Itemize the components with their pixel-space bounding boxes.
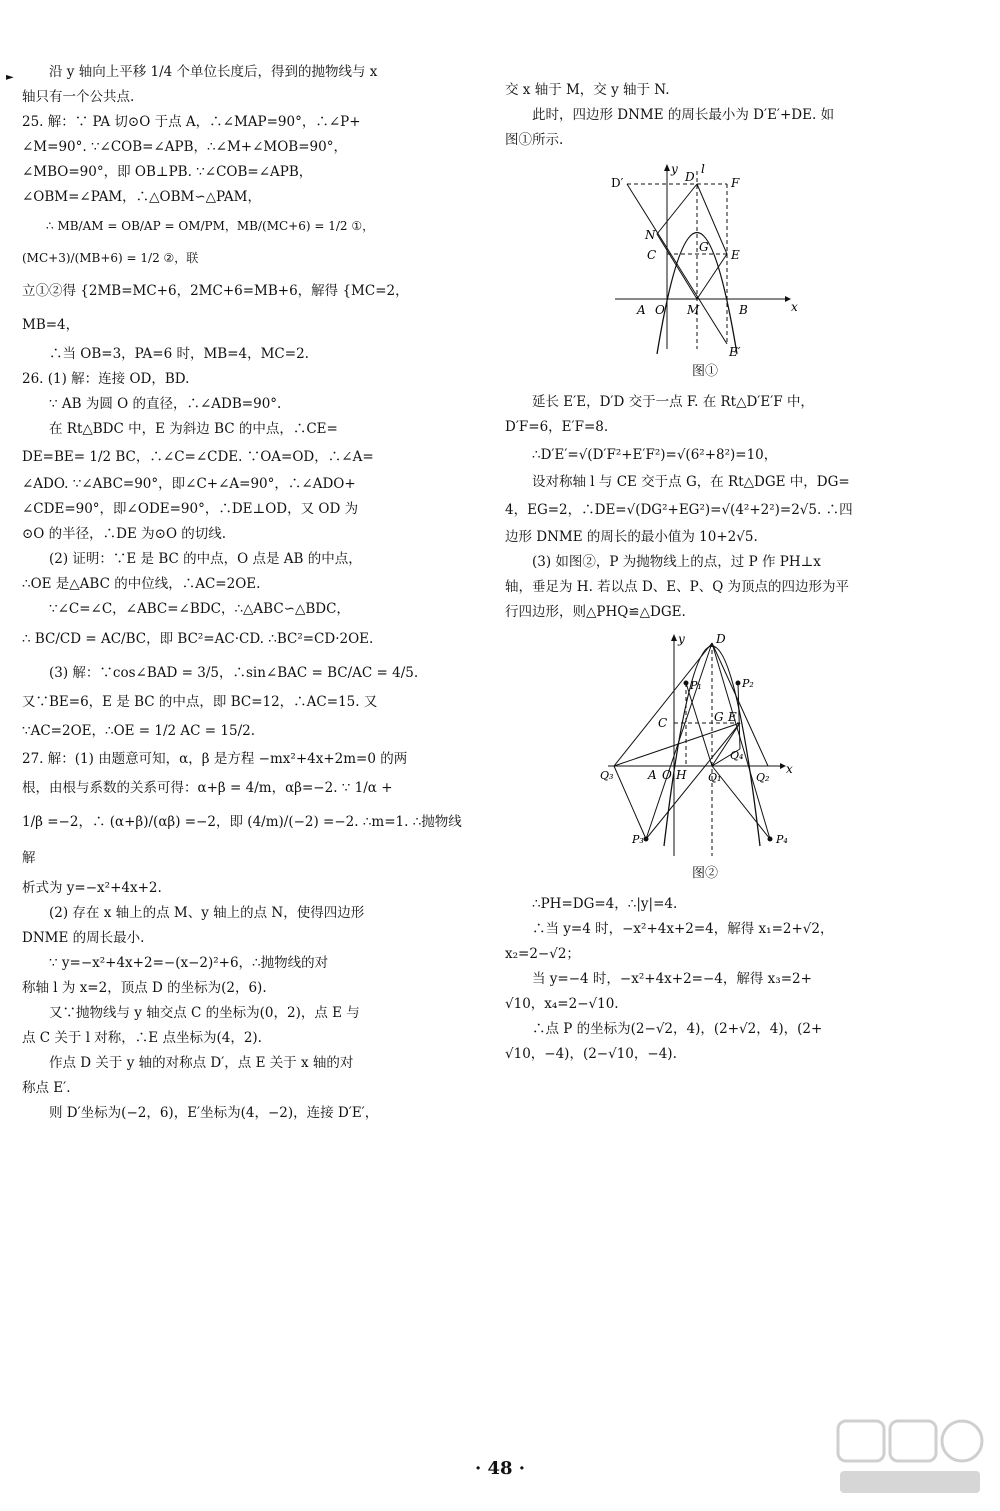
text-line: ∴当 OB=3，PA=6 时，MB=4，MC=2. <box>49 346 309 362</box>
label-g: G <box>699 240 709 254</box>
text-line: 交 x 轴于 M，交 y 轴于 N. <box>505 82 670 98</box>
label-q4: Q₄ <box>730 749 744 762</box>
text-line: 点 C 关于 l 对称，∴E 点坐标为(4，2). <box>22 1030 262 1046</box>
text-line: ∠MBO=90°，即 OB⊥PB. ∵∠COB=∠APB， <box>22 164 313 180</box>
text-line: 图①所示. <box>505 132 564 148</box>
text-line: 1/β =−2，∴ (α+β)/(αβ) =−2，即 (4/m)/(−2) =−2. ∴m=1. ∴抛物线解 <box>22 814 462 866</box>
text-line: 25. 解：∵ PA 切⊙O 于点 A，∴∠MAP=90°，∴∠P+ <box>22 114 361 130</box>
text-line: (3) 解：∵cos∠BAD = 3/5，∴sin∠BAC = BC/AC = 4/5. <box>49 665 419 681</box>
label-y: y <box>671 162 678 176</box>
line-d-q3 <box>614 643 712 766</box>
label-p3: P₃ <box>632 833 644 846</box>
label-x: x <box>791 300 798 314</box>
text-line: ∴点 P 的坐标为(2−√2，4)，(2+√2，4)，(2+ <box>532 1021 823 1037</box>
text-line: D′F=6，E′F=8. <box>505 419 609 435</box>
right-column <box>505 78 905 1067</box>
text-line: ∴D′E′=√(D′F²+E′F²)=√(6²+8²)=10， <box>532 447 778 463</box>
label-a: A <box>637 303 646 317</box>
line-p3-e <box>646 723 740 839</box>
figure-2-caption: 图② <box>691 866 718 881</box>
text-line: 边形 DNME 的周长的最小值为 10+2√5. <box>505 529 758 545</box>
label-q3: Q₃ <box>600 769 614 782</box>
point-p1 <box>684 681 689 686</box>
margin-bullet: ► <box>6 72 14 83</box>
text-line: (3) 如图②，P 为抛物线上的点，过 P 作 PH⊥x <box>532 554 821 570</box>
text-line: ∠OBM=∠PAM，∴△OBM∽△PAM， <box>22 189 261 205</box>
line-d-p4 <box>712 643 770 839</box>
label-o: O <box>655 303 665 317</box>
figure-1-caption: 图① <box>691 364 718 379</box>
label-q1: Q₁ <box>708 771 722 784</box>
label-d: D <box>685 170 695 184</box>
line-d-p3 <box>646 643 712 839</box>
label-b: B <box>739 303 748 317</box>
text-line: 当 y=−4 时，−x²+4x+2=−4，解得 x₃=2+ <box>532 971 812 987</box>
text-line: x₂=2−√2； <box>505 946 580 962</box>
label-o: O <box>662 768 672 782</box>
text-line: 沿 y 轴向上平移 1/4 个单位长度后，得到的抛物线与 x <box>49 64 378 80</box>
point-p3 <box>644 837 649 842</box>
label-e: E <box>731 248 740 262</box>
text-line: ∴ MB/AM = OB/AP = OM/PM，MB/(MC+6) = 1/2 ①，(MC+3)/(MB+6) = 1/2 ②，联 <box>22 219 375 265</box>
text-line: 4，EG=2，∴DE=√(DG²+EG²)=√(4²+2²)=2√5. ∴四 <box>505 502 853 518</box>
text-line: 27. 解：(1) 由题意可知，α，β 是方程 −mx²+4x+2m=0 的两 <box>22 751 408 767</box>
page-number: · 48 · <box>474 1458 526 1479</box>
text-line: 轴，垂足为 H. 若以点 D、E、P、Q 为顶点的四边形为平 <box>505 579 850 595</box>
label-d: D <box>716 632 726 646</box>
text-line: 析式为 y=−x²+4x+2. <box>22 880 162 896</box>
watermark-logo <box>830 1415 990 1500</box>
y-axis-arrow <box>664 164 670 171</box>
text-line: 在 Rt△BDC 中，E 为斜边 BC 的中点，∴CE= <box>49 421 338 437</box>
label-eprime: E′ <box>729 345 741 359</box>
label-l: l <box>701 162 705 176</box>
label-p4: P₄ <box>776 833 788 846</box>
text-line: ∴OE 是△ABC 的中位线，∴AC=2OE. <box>22 576 261 592</box>
figure-1-diagram <box>605 159 805 359</box>
text-line: 行四边形，则△PHQ≌△DGE. <box>505 604 686 620</box>
label-p1: P₁ <box>690 679 702 692</box>
line-e-q3 <box>614 723 740 766</box>
text-line: 称轴 l 为 x=2，顶点 D 的坐标为(2，6). <box>22 980 267 996</box>
point-p2 <box>736 681 741 686</box>
label-m: M <box>687 303 700 317</box>
text-line: 作点 D 关于 y 轴的对称点 D′，点 E 关于 x 轴的对 <box>49 1055 354 1071</box>
text-line: ∠M=90°. ∵∠COB=∠APB，∴∠M+∠MOB=90°， <box>22 139 347 155</box>
text-line: 延长 E′E，D′D 交于一点 F. 在 Rt△D′E′F 中， <box>532 394 814 410</box>
text-line: ∴ BC/CD = AC/BC，即 BC²=AC·CD. ∴BC²=CD·2OE. <box>22 631 374 647</box>
text-line: √10，−4)，(2−√10，−4). <box>505 1046 677 1062</box>
text-line: 根，由根与系数的关系可得：α+β = 4/m，αβ=−2. ∵ 1/α + <box>22 780 393 796</box>
text-line: ∴PH=DG=4，∴|y|=4. <box>532 896 678 912</box>
label-x: x <box>786 762 793 776</box>
text-line: DNME 的周长最小. <box>22 930 145 946</box>
text-line: 此时，四边形 DNME 的周长最小为 D′E′+DE. 如 <box>532 107 835 123</box>
label-g: G <box>714 710 724 724</box>
text-line: ∴当 y=4 时，−x²+4x+2=4，解得 x₁=2+√2， <box>532 921 834 937</box>
text-line: ∵ y=−x²+4x+2=−(x−2)²+6，∴抛物线的对 <box>49 955 329 971</box>
label-q2: Q₂ <box>756 771 770 784</box>
label-c: C <box>658 716 668 730</box>
label-a: A <box>648 768 657 782</box>
label-dprime: D′ <box>611 176 624 190</box>
label-n: N <box>645 228 656 242</box>
text-line: 又∵抛物线与 y 轴交点 C 的坐标为(0，2)，点 E 与 <box>49 1005 360 1021</box>
label-h: H <box>676 768 687 782</box>
text-line: ⊙O 的半径，∴DE 为⊙O 的切线. <box>22 526 227 542</box>
left-column <box>22 60 462 1126</box>
point-p4 <box>768 837 773 842</box>
text-line: ∠ADO. ∵∠ABC=90°，即∠C+∠A=90°，∴∠ADO+ <box>22 476 356 492</box>
label-y: y <box>678 632 685 646</box>
text-line: 26. (1) 解：连接 OD，BD. <box>22 371 190 387</box>
y-axis-arrow <box>671 634 677 641</box>
text-line: ∵∠C=∠C，∠ABC=∠BDC，∴△ABC∽△BDC， <box>49 601 350 617</box>
parabola-curve <box>664 646 760 846</box>
text-line: (2) 证明：∵E 是 BC 的中点，O 点是 AB 的中点， <box>49 551 362 567</box>
text-line: 则 D′坐标为(−2，6)，E′坐标为(4，−2)，连接 D′E′， <box>49 1105 379 1121</box>
line-dprime-eprime <box>627 184 727 344</box>
figure-2-diagram <box>600 631 810 861</box>
label-p2: P₂ <box>742 677 754 690</box>
text-line: 轴只有一个公共点. <box>22 89 135 105</box>
text-line: ∵ AB 为圆 O 的直径，∴∠ADB=90°. <box>49 396 282 412</box>
line-p2-q4 <box>738 683 740 749</box>
label-f: F <box>731 176 740 190</box>
label-e: E <box>728 710 737 724</box>
text-line: 又∵BE=6，E 是 BC 的中点，即 BC=12，∴AC=15. 又 <box>22 694 378 710</box>
text-line: (2) 存在 x 轴上的点 M、y 轴上的点 N，使得四边形 <box>49 905 365 921</box>
text-line: DE=BE= 1/2 BC，∴∠C=∠CDE. ∵OA=OD，∴∠A= <box>22 449 374 465</box>
text-line: 设对称轴 l 与 CE 交于点 G，在 Rt△DGE 中，DG= <box>532 474 850 490</box>
text-line: ∠CDE=90°，即∠ODE=90°，∴DE⊥OD，又 OD 为 <box>22 501 359 517</box>
text-line: √10，x₄=2−√10. <box>505 996 619 1012</box>
text-line: 称点 E′. <box>22 1080 71 1096</box>
text-line: 立①②得 {2MB=MC+6，2MC+6=MB+6，解得 {MC=2，MB=4， <box>22 283 409 333</box>
label-c: C <box>647 248 657 262</box>
line-p1-q1 <box>686 683 712 766</box>
line-q3-p3 <box>614 766 646 839</box>
text-line: ∵AC=2OE，∴OE = 1/2 AC = 15/2. <box>22 723 255 739</box>
